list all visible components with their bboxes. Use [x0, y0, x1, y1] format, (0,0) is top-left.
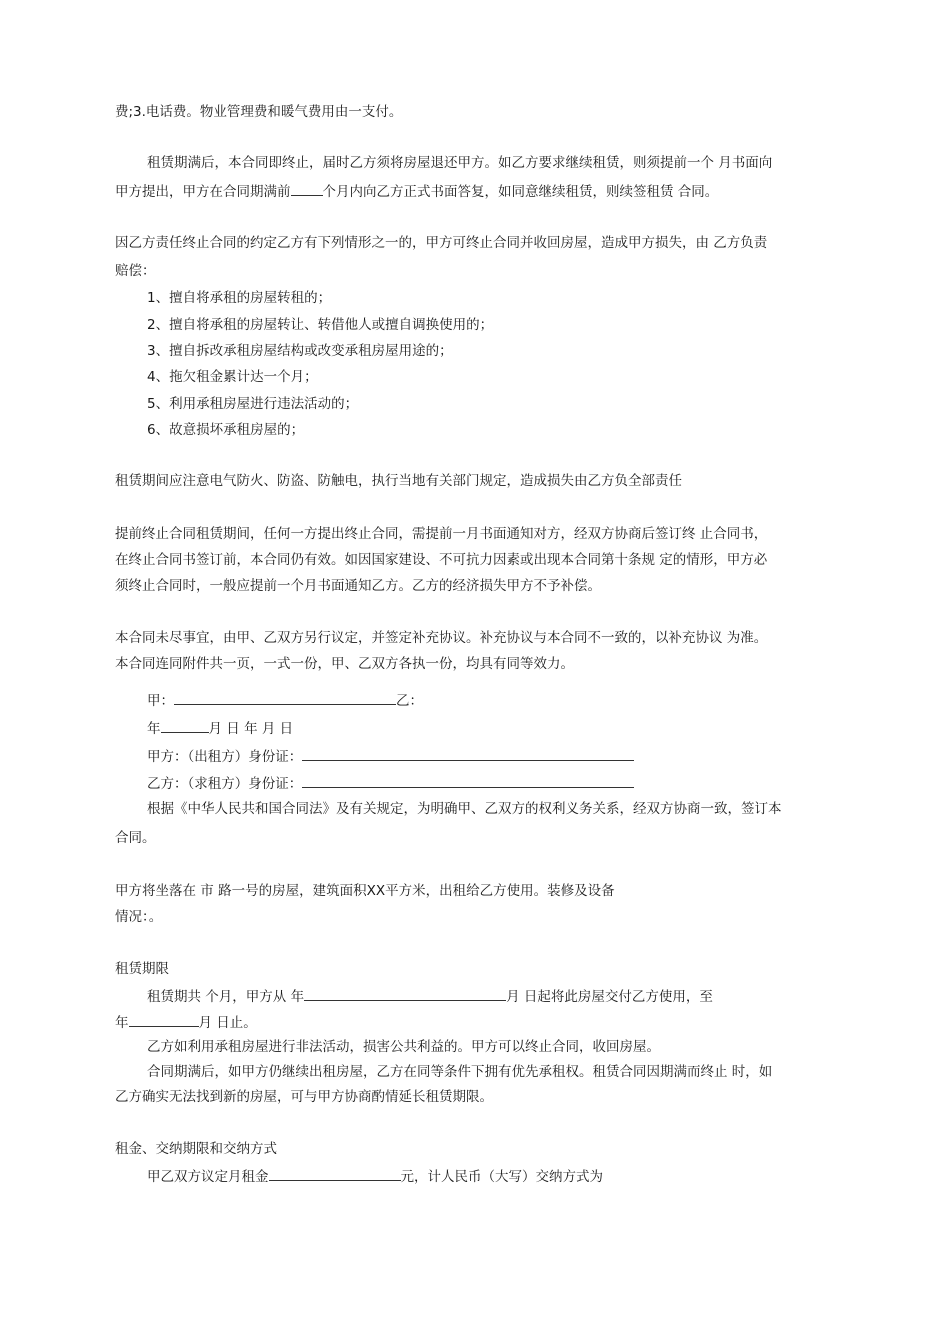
blank-line	[174, 690, 396, 705]
text-fragment: 月 日 年 月 日	[208, 721, 294, 737]
list-item: 1、擅自将承租的房屋转租的；	[147, 290, 332, 306]
text-fragment: 甲方提出，甲方在合同期满前	[115, 184, 291, 200]
text-line	[147, 986, 713, 1006]
blank-line	[302, 773, 634, 788]
text-line: 情况：。	[115, 909, 163, 925]
list-item: 6、故意损坏承租房屋的；	[147, 422, 305, 438]
text-fragment: 元，计人民币（大写）交纳方式为	[400, 1169, 603, 1185]
text-fragment: 月 日止。	[198, 1015, 257, 1031]
id-line	[147, 773, 634, 793]
text-line: 合同期满后，如甲方仍继续出租房屋，乙方在同等条件下拥有优先承租权。租赁合同因期满而终止 时，如	[147, 1064, 773, 1080]
blank-line	[269, 1166, 401, 1181]
text-fragment: 年	[115, 1015, 129, 1031]
blank-line	[129, 1012, 199, 1027]
blank-line	[302, 746, 634, 761]
blank-line	[304, 986, 506, 1001]
text-line: 租赁期间应注意电气防火、防盗、防触电，执行当地有关部门规定，造成损失由乙方负全部责任	[115, 473, 682, 489]
list-item: 3、擅自拆改承租房屋结构或改变承租房屋用途的；	[147, 343, 453, 359]
list-item: 4、拖欠租金累计达一个月；	[147, 369, 318, 385]
text-line: 乙方如利用承租房屋进行非法活动，损害公共利益的。甲方可以终止合同，收回房屋。	[147, 1039, 660, 1055]
list-item: 2、擅自将承租的房屋转让、转借他人或擅自调换使用的；	[147, 317, 494, 333]
list-item: 5、利用承租房屋进行违法活动的；	[147, 396, 359, 412]
text-line: 本合同未尽事宜，由甲、乙双方另行议定，并签定补充协议。补充协议与本合同不一致的，以补充协议 为准。	[115, 630, 768, 646]
text-line: 赔偿：	[115, 263, 156, 279]
text-fragment: 甲方：（出租方）身份证：	[147, 749, 303, 765]
blank-line	[291, 181, 323, 196]
text-line: 本合同连同附件共一页，一式一份，甲、乙双方各执一份，均具有同等效力。	[115, 656, 574, 672]
text-line: 甲方将坐落在 市 路一号的房屋，建筑面积XX平方米，出租给乙方使用。装修及设备	[115, 883, 615, 899]
text-fragment: 月 日起将此房屋交付乙方使用，至	[506, 989, 713, 1005]
blank-line	[161, 718, 209, 733]
text-fragment: 乙方：（求租方）身份证：	[147, 776, 303, 792]
text-line: 在终止合同书签订前，本合同仍有效。如因国家建设、不可抗力因素或出现本合同第十条规 定的情形，甲方必	[115, 552, 768, 568]
text-line	[147, 1166, 603, 1186]
id-line	[147, 746, 634, 766]
text-fragment: 个月内向乙方正式书面答复，如同意继续租赁，则续签租赁 合同。	[322, 184, 719, 200]
text-line: 租赁期满后，本合同即终止，届时乙方须将房屋退还甲方。如乙方要求继续租赁，则须提前一个 月书面向	[147, 155, 773, 171]
party-a-label: 甲：	[147, 693, 174, 709]
text-line: 因乙方责任终止合同的约定乙方有下列情形之一的，甲方可终止合同并收回房屋，造成甲方损失，由 乙方负责	[115, 235, 768, 251]
section-heading: 租金、交纳期限和交纳方式	[115, 1141, 277, 1157]
text-line: 乙方确实无法找到新的房屋，可与甲方协商酌情延长租赁期限。	[115, 1089, 493, 1105]
text-fragment: 甲乙双方议定月租金	[147, 1169, 269, 1185]
text-fragment: 租赁期共 个月，甲方从 年	[147, 989, 305, 1005]
text-line: 根据《中华人民共和国合同法》及有关规定，为明确甲、乙双方的权利义务关系，经双方协商一致，签订本	[147, 801, 782, 817]
section-heading: 租赁期限	[115, 961, 169, 977]
text-line: 合同。	[115, 830, 156, 846]
text-line: 须终止合同时，一般应提前一个月书面通知乙方。乙方的经济损失甲方不予补偿。	[115, 578, 601, 594]
text-line: 提前终止合同租赁期间，任何一方提出终止合同，需提前一月书面通知对方，经双方协商后签订终 止合同书，	[115, 526, 768, 542]
party-b-label: 乙：	[396, 693, 423, 709]
text-line	[115, 1012, 257, 1032]
text-line: 费;3.电话费。物业管理费和暖气费用由一支付。	[115, 104, 403, 120]
text-fragment: 年	[147, 721, 161, 737]
signature-line	[147, 690, 423, 710]
text-line	[115, 181, 718, 201]
date-line	[147, 718, 293, 738]
